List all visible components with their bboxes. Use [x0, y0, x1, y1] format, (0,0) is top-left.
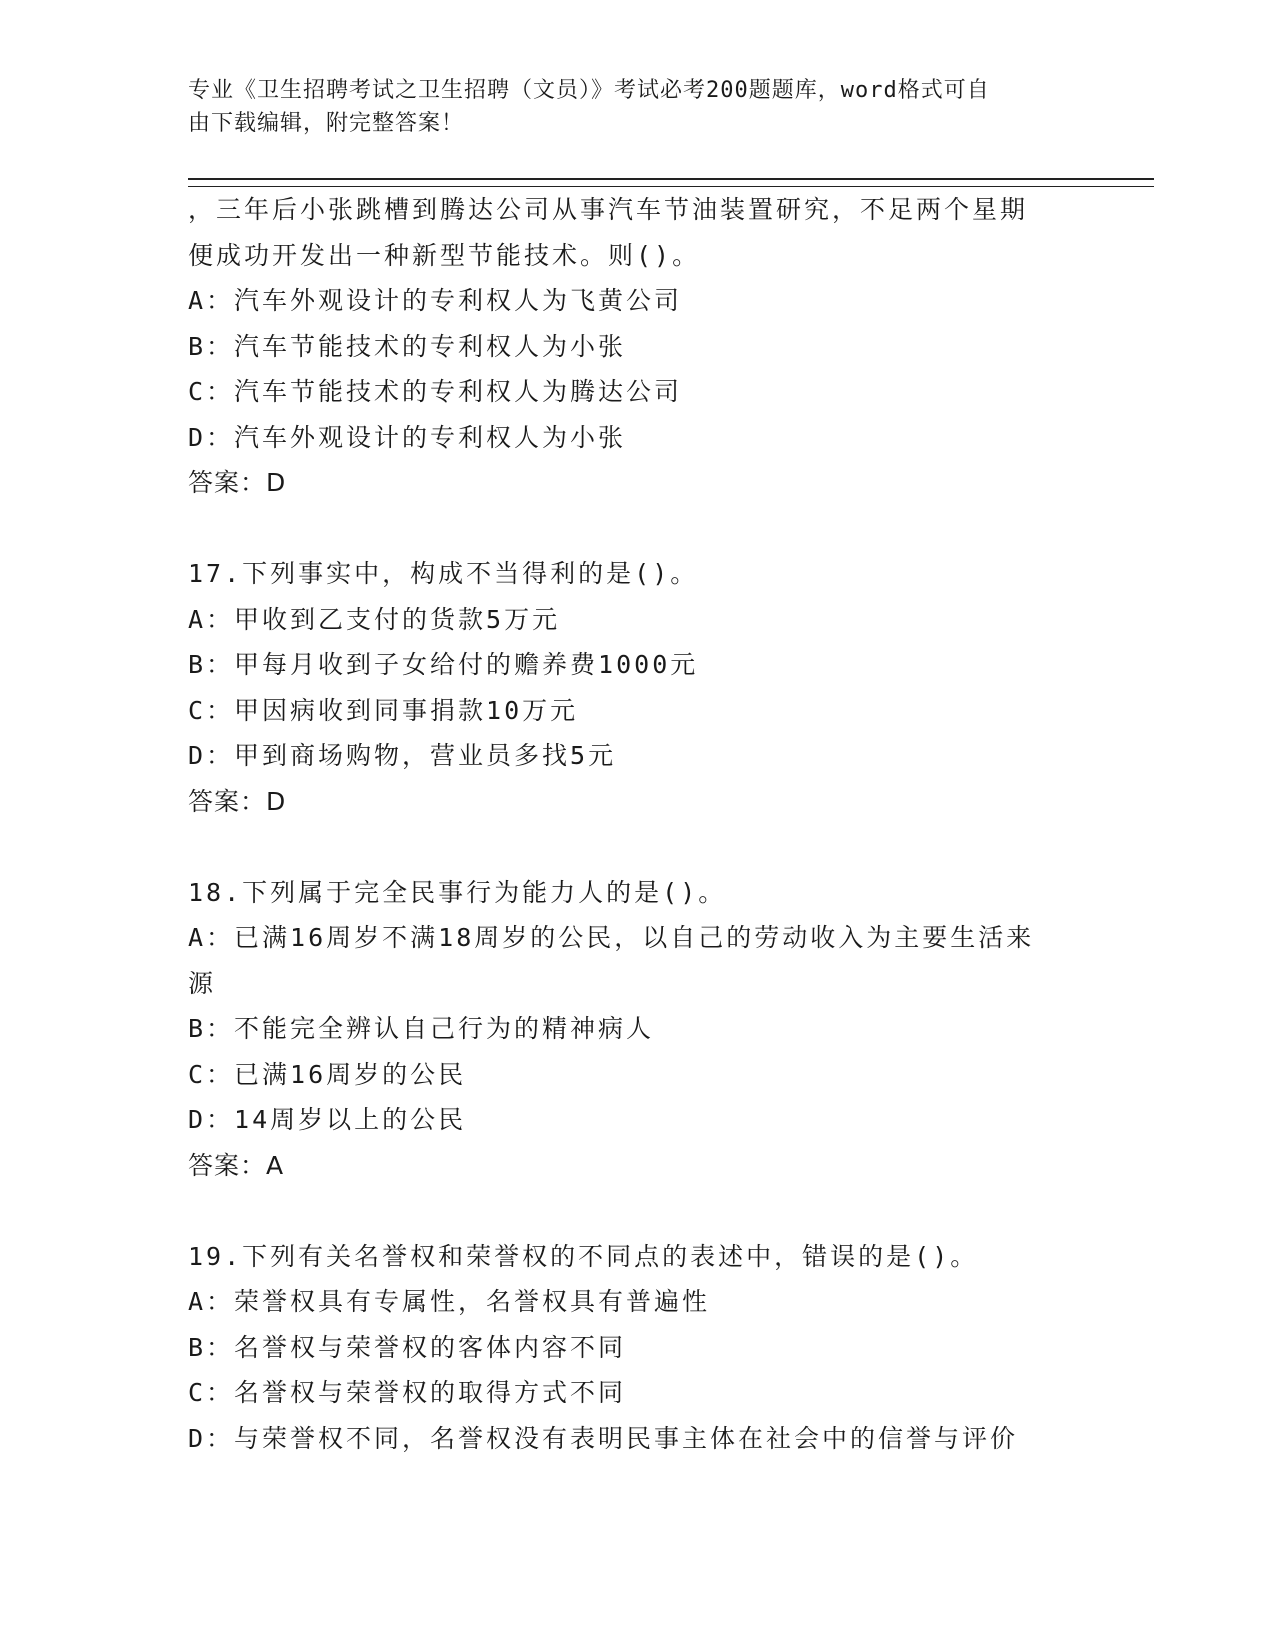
- header-divider: [188, 178, 1154, 187]
- option-c: C：汽车节能技术的专利权人为腾达公司: [188, 377, 683, 406]
- option-d: D：14周岁以上的公民: [188, 1105, 467, 1134]
- option-b: B：名誉权与荣誉权的客体内容不同: [188, 1332, 627, 1362]
- question-17: [188, 551, 1088, 824]
- option-a: A：甲收到乙支付的货款5万元: [188, 604, 561, 634]
- option-a: A：已满16周岁不满18周岁的公民，以自己的劳动收入为主要生活来: [188, 923, 1035, 952]
- option-d: D：甲到商场购物，营业员多找5元: [188, 741, 617, 770]
- option-d: D：与荣誉权不同，名誉权没有表明民事主体在社会中的信誉与评价: [188, 1423, 1019, 1453]
- question-stem-continued: 便成功开发出一种新型节能技术。则()。: [188, 240, 701, 270]
- question-16: [188, 187, 1088, 506]
- question-stem: 18.下列属于完全民事行为能力人的是()。: [188, 877, 727, 907]
- header-line-1: 专业《卫生招聘考试之卫生招聘（文员）》考试必考200题题库，word格式可自: [188, 78, 990, 103]
- answer-line: 答案：D: [188, 786, 287, 816]
- option-d: D：汽车外观设计的专利权人为小张: [188, 422, 627, 452]
- option-b: B：甲每月收到子女给付的赡养费1000元: [188, 650, 699, 679]
- question-stem-continued: ，三年后小张跳槽到腾达公司从事汽车节油装置研究，不足两个星期: [188, 195, 1029, 224]
- question-stem: 17.下列事实中，构成不当得利的是()。: [188, 559, 699, 588]
- option-c: C：已满16周岁的公民: [188, 1059, 467, 1089]
- option-a: A：汽车外观设计的专利权人为飞黄公司: [188, 286, 683, 315]
- question-list: [188, 187, 1088, 1461]
- question-19: [188, 1234, 1088, 1462]
- option-c: C：甲因病收到同事捐款10万元: [188, 695, 579, 725]
- spacer: [188, 506, 1088, 552]
- option-b: B：汽车节能技术的专利权人为小张: [188, 331, 627, 361]
- spacer: [188, 824, 1088, 870]
- question-18: [188, 870, 1088, 1189]
- question-stem: 19.下列有关名誉权和荣誉权的不同点的表述中，错误的是()。: [188, 1241, 979, 1271]
- answer-line: 答案：D: [188, 468, 287, 497]
- option-a-continued: 源: [188, 968, 217, 998]
- document-header: [188, 74, 1068, 140]
- option-c: C：名誉权与荣誉权的取得方式不同: [188, 1378, 627, 1407]
- option-b: B：不能完全辨认自己行为的精神病人: [188, 1014, 655, 1043]
- option-a: A：荣誉权具有专属性，名誉权具有普遍性: [188, 1287, 711, 1316]
- spacer: [188, 1188, 1088, 1234]
- header-line-2: 由下载编辑，附完整答案！: [188, 111, 465, 136]
- answer-line: 答案：A: [188, 1150, 285, 1180]
